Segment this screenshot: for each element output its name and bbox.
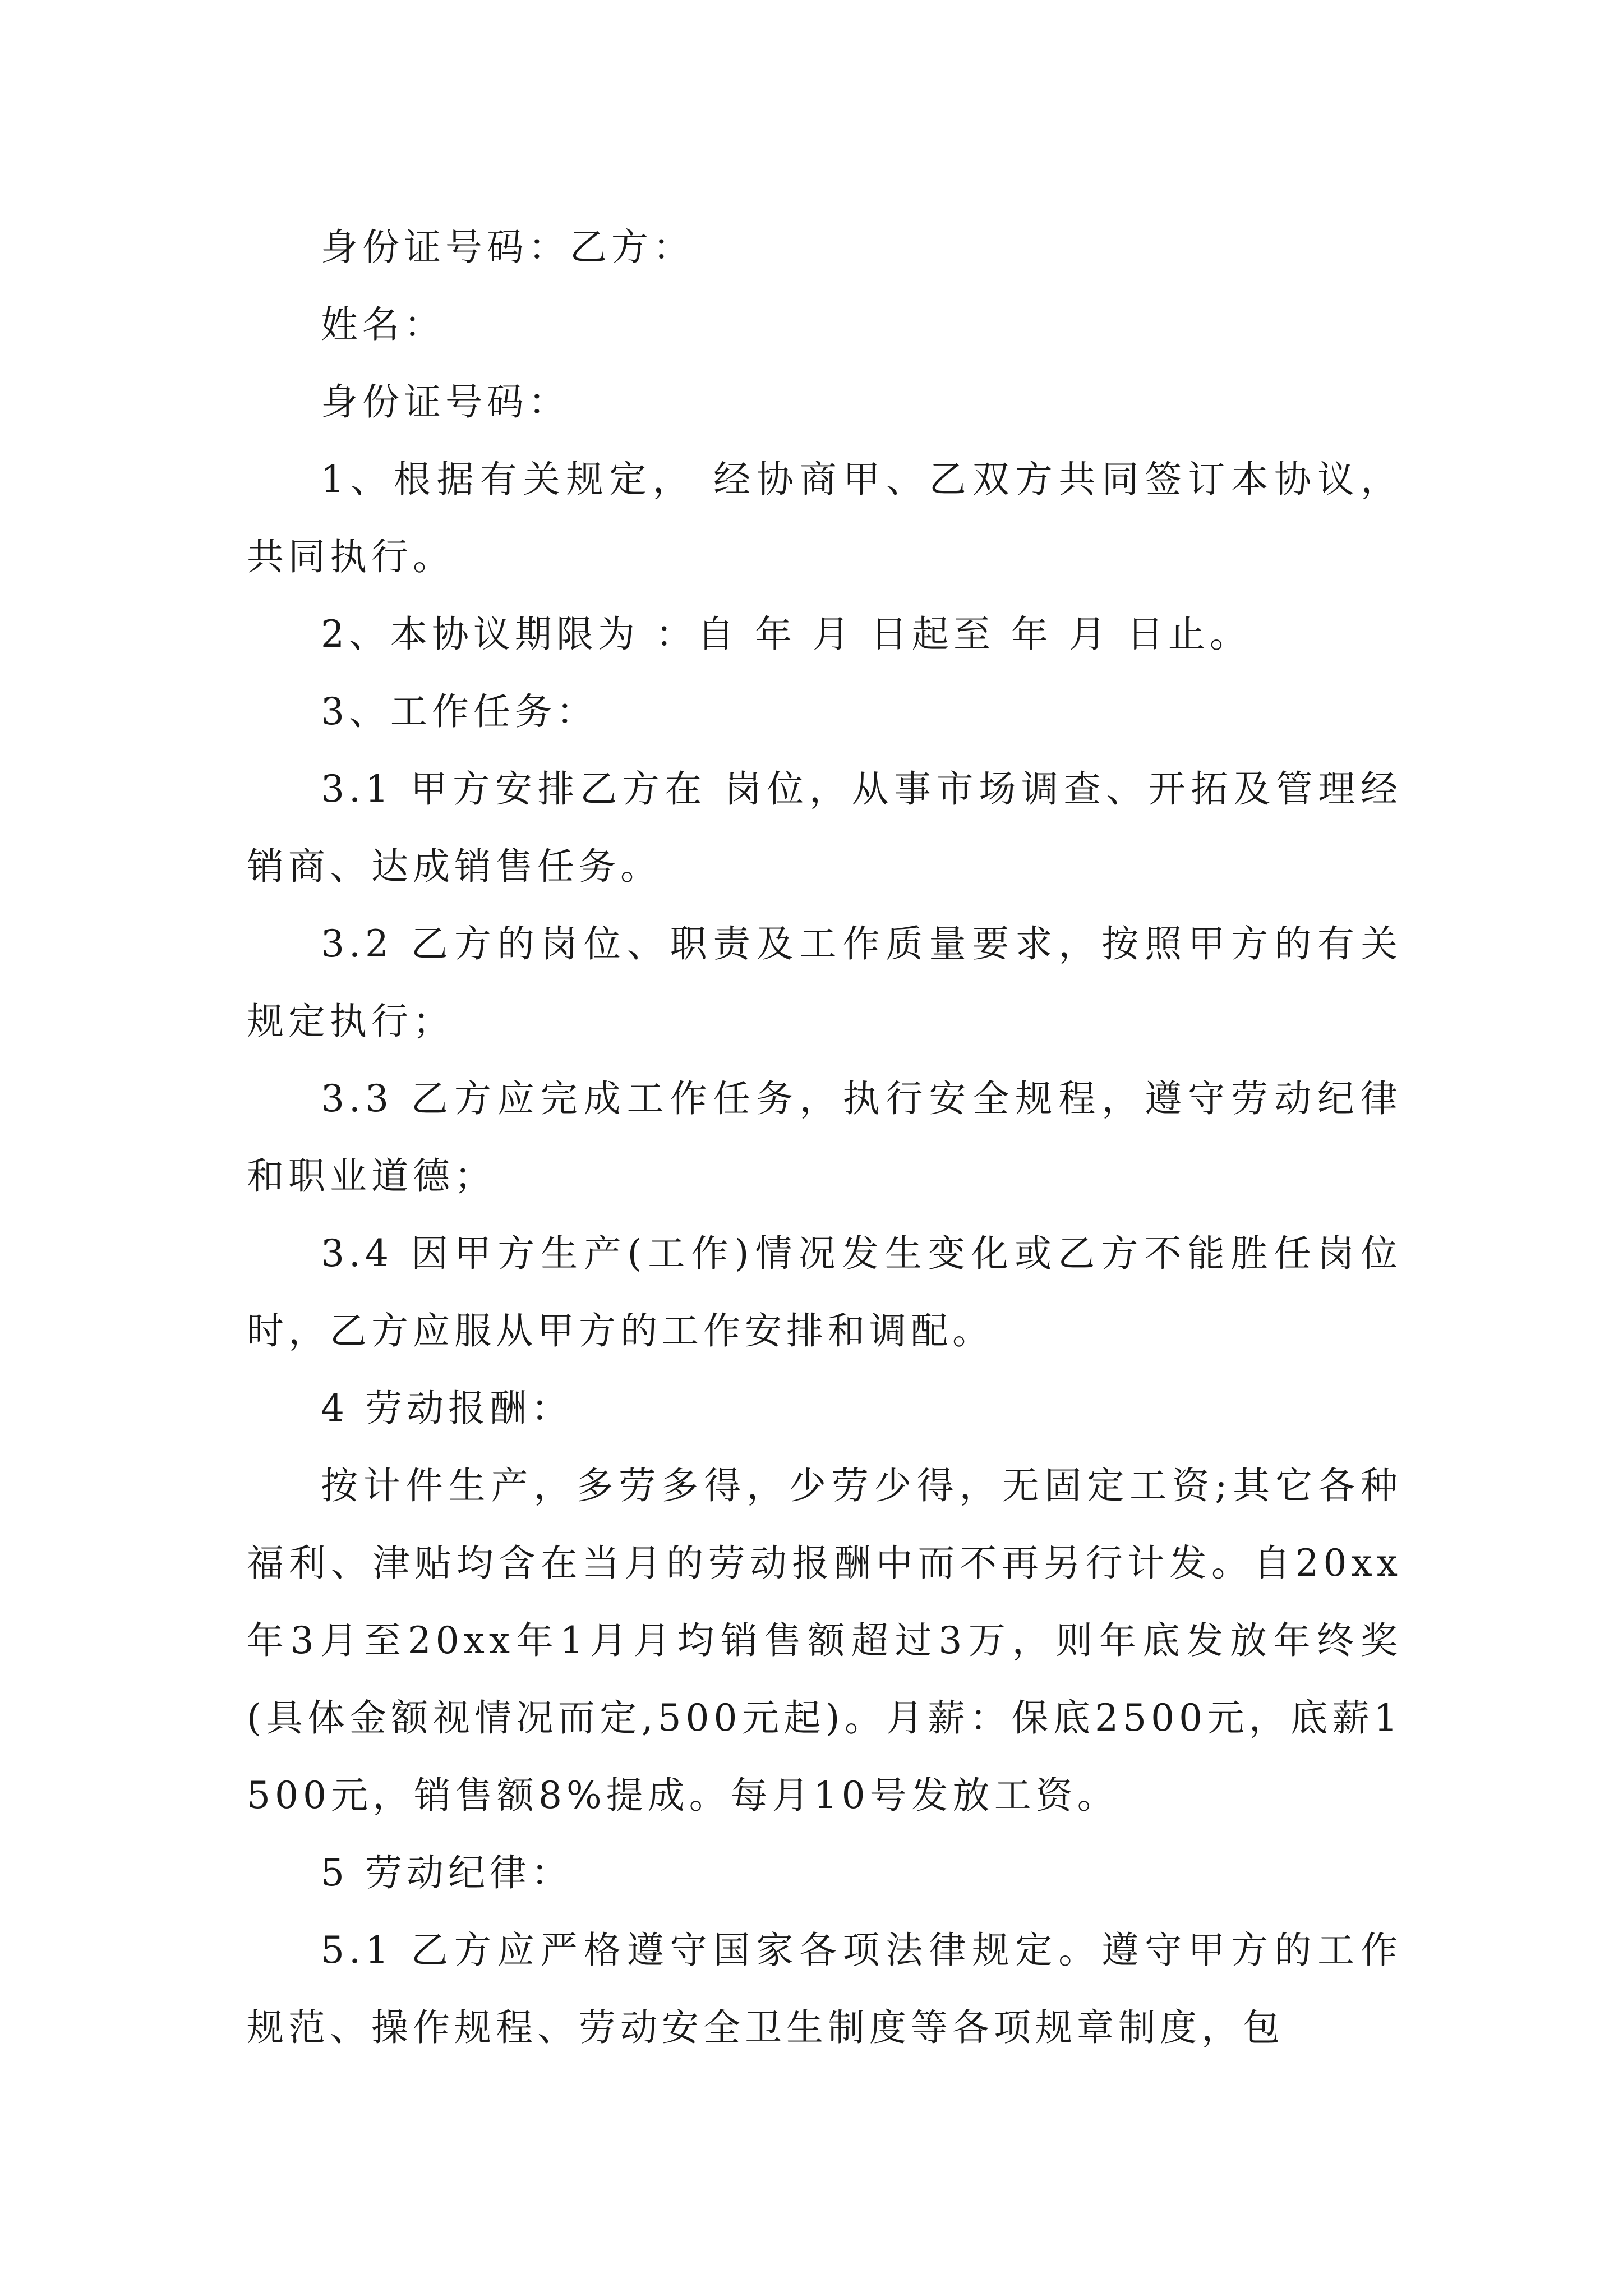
clause-3-2: 3.2 乙方的岗位、职责及工作质量要求，按照甲方的有关规定执行； (247, 922, 1402, 1043)
id-number-line: 身份证号码： (321, 380, 570, 424)
name-line: 姓名： (321, 303, 445, 346)
clause-5-heading: 5 劳动纪律： (321, 1851, 573, 1894)
clause-2: 2、本协议期限为 ：自 年 月 日起至 年 月 日止。 (321, 613, 1251, 656)
clause-3-4: 3.4 因甲方生产(工作)情况发生变化或乙方不能胜任岗位时，乙方应服从甲方的工作安排和调配。 (247, 1232, 1402, 1352)
clause-1: 1、根据有关规定， 经协商甲、乙双方共同签订本协议，共同执行。 (247, 458, 1402, 578)
clause-4-heading: 4 劳动报酬： (321, 1387, 573, 1430)
document-body (247, 209, 1402, 2067)
clause-3-3: 3.3 乙方应完成工作任务，执行安全规程，遵守劳动纪律和职业道德； (247, 1077, 1402, 1198)
clause-3-1: 3.1 甲方安排乙方在 岗位，从事市场调查、开拓及管理经销商、达成销售任务。 (247, 767, 1402, 888)
clause-4-body: 按计件生产，多劳多得，少劳少得，无固定工资;其它各种福利、津贴均含在当月的劳动报酬中而不再另行计发。自20xx年3月至20xx年1月月均销售额超过3万，则年底发放年终奖(具体金额视情况而定,500元起)。月薪：保底2500元，底薪1500元，销售额8%提成。每月10号发放工资。 (247, 1464, 1402, 1817)
clause-5-1: 5.1 乙方应严格遵守国家各项法律规定。遵守甲方的工作规范、操作规程、劳动安全卫生制度等各项规章制度，包 (247, 1929, 1402, 2049)
id-number-party-b-line: 身份证号码：乙方： (321, 226, 694, 269)
clause-3-heading: 3、工作任务： (321, 690, 598, 733)
